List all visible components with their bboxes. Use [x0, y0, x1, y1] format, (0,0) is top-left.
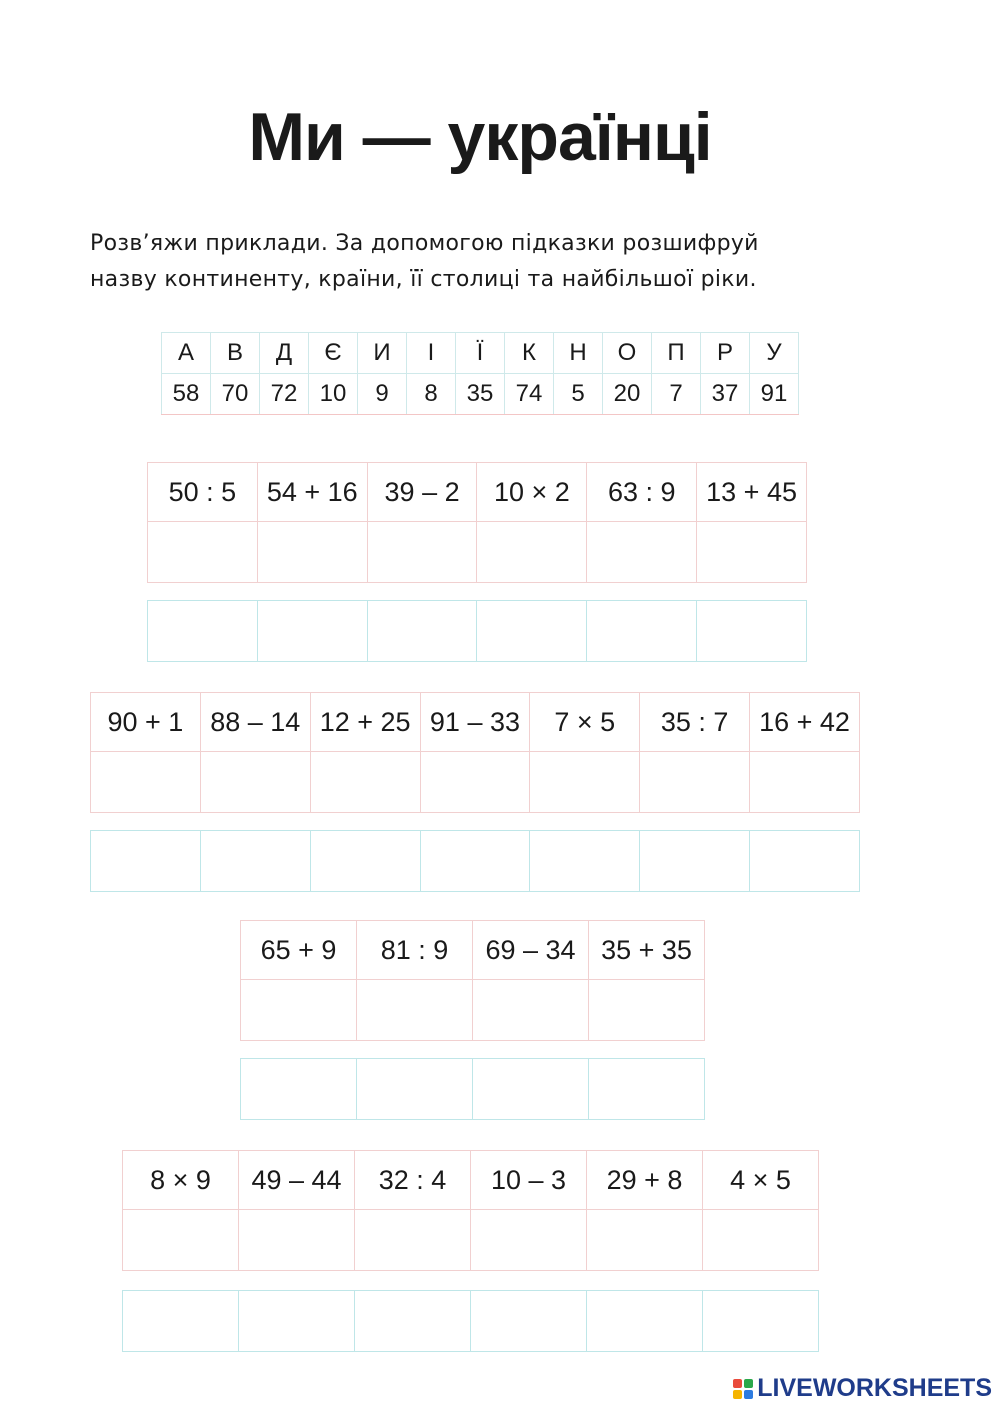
expression: 8 × 9: [123, 1151, 239, 1210]
answer-cell: [241, 980, 357, 1041]
expression-row: [123, 1151, 819, 1210]
answer-input[interactable]: [534, 759, 636, 805]
answer-input[interactable]: [151, 529, 253, 575]
letter-input[interactable]: [481, 1298, 577, 1344]
letter-input[interactable]: [210, 838, 301, 884]
letter-input[interactable]: [539, 838, 630, 884]
letter-input[interactable]: [706, 608, 797, 654]
expression: 10 – 3: [471, 1151, 587, 1210]
letter-input[interactable]: [599, 1066, 695, 1112]
answer-row: [148, 522, 807, 583]
answer-cell: [471, 1210, 587, 1271]
letter-cell: [697, 601, 807, 662]
answer-cell: [239, 1210, 355, 1271]
answer-input[interactable]: [707, 1217, 815, 1263]
cipher-key-table: [161, 332, 799, 415]
letter-input[interactable]: [100, 838, 191, 884]
letter-input[interactable]: [365, 1298, 461, 1344]
answer-input[interactable]: [475, 1217, 583, 1263]
key-letter: А: [162, 333, 211, 374]
letter-cell: [355, 1291, 471, 1352]
letter-input[interactable]: [251, 1066, 347, 1112]
letter-input[interactable]: [596, 608, 687, 654]
logo-square: [744, 1390, 753, 1399]
answer-row: [123, 1210, 819, 1271]
answer-cell: [123, 1210, 239, 1271]
answer-input[interactable]: [591, 529, 693, 575]
answer-cell: [697, 522, 807, 583]
answer-input[interactable]: [94, 759, 196, 805]
key-numbers-row: [162, 374, 799, 415]
expression: 29 + 8: [587, 1151, 703, 1210]
expression: 65 + 9: [241, 921, 357, 980]
answer-cell: [703, 1210, 819, 1271]
expression: 49 – 44: [239, 1151, 355, 1210]
letter-cell: [750, 831, 860, 892]
letter-cell: [477, 601, 587, 662]
letter-row: [123, 1291, 819, 1352]
answer-cell: [473, 980, 589, 1041]
liveworksheets-brand[interactable]: [733, 1374, 992, 1403]
key-number: 37: [701, 374, 750, 415]
answer-cell: [589, 980, 705, 1041]
letter-input[interactable]: [483, 1066, 579, 1112]
key-letter: Р: [701, 333, 750, 374]
expression: 35 + 35: [589, 921, 705, 980]
answer-input[interactable]: [204, 759, 306, 805]
key-letter: Ї: [456, 333, 505, 374]
letter-cell: [91, 831, 201, 892]
letter-grid-2: [90, 830, 860, 892]
answer-input[interactable]: [424, 759, 526, 805]
expression: 4 × 5: [703, 1151, 819, 1210]
letter-cell: [148, 601, 258, 662]
letter-cell: [640, 831, 750, 892]
liveworksheets-logo-icon: [733, 1379, 753, 1399]
logo-square: [744, 1379, 753, 1388]
answer-cell: [310, 752, 420, 813]
letter-input[interactable]: [597, 1298, 693, 1344]
letter-cell: [530, 831, 640, 892]
answer-input[interactable]: [591, 1217, 699, 1263]
letter-input[interactable]: [377, 608, 468, 654]
instruction-line: Розв’яжи приклади. За допомогою підказки розшифруй: [90, 231, 759, 256]
key-number: 70: [211, 374, 260, 415]
letter-input[interactable]: [713, 1298, 809, 1344]
letter-cell: [587, 601, 697, 662]
answer-input[interactable]: [754, 759, 856, 805]
letter-input[interactable]: [759, 838, 850, 884]
answer-input[interactable]: [127, 1217, 235, 1263]
expression: 81 : 9: [357, 921, 473, 980]
answer-row: [241, 980, 705, 1041]
key-letter: О: [603, 333, 652, 374]
letter-input[interactable]: [157, 608, 248, 654]
expression: 39 – 2: [367, 463, 477, 522]
letter-row: [241, 1059, 705, 1120]
key-letter: Є: [309, 333, 358, 374]
answer-input[interactable]: [481, 529, 583, 575]
key-number: 5: [554, 374, 603, 415]
problem-table-2: [90, 692, 860, 813]
letter-input[interactable]: [486, 608, 577, 654]
answer-cell: [477, 522, 587, 583]
problem-table-3: [240, 920, 705, 1041]
answer-input[interactable]: [314, 759, 416, 805]
expression: 32 : 4: [355, 1151, 471, 1210]
letter-grid-3: [240, 1058, 705, 1120]
key-number: 9: [358, 374, 407, 415]
answer-cell: [420, 752, 530, 813]
answer-cell: [587, 522, 697, 583]
answer-cell: [640, 752, 750, 813]
expression: 10 × 2: [477, 463, 587, 522]
letter-cell: [587, 1291, 703, 1352]
expression: 90 + 1: [91, 693, 201, 752]
key-number: 7: [652, 374, 701, 415]
letter-cell: [123, 1291, 239, 1352]
expression: 7 × 5: [530, 693, 640, 752]
key-letter: І: [407, 333, 456, 374]
answer-input[interactable]: [593, 987, 701, 1033]
letter-input[interactable]: [249, 1298, 345, 1344]
answer-input[interactable]: [701, 529, 803, 575]
key-number: 20: [603, 374, 652, 415]
letter-cell: [473, 1059, 589, 1120]
letter-cell: [200, 831, 310, 892]
instructions: [90, 226, 890, 298]
letter-input[interactable]: [320, 838, 411, 884]
expression: 16 + 42: [750, 693, 860, 752]
key-number: 74: [505, 374, 554, 415]
answer-cell: [200, 752, 310, 813]
answer-input[interactable]: [477, 987, 585, 1033]
expression: 54 + 16: [257, 463, 367, 522]
letter-grid-1: [147, 600, 807, 662]
logo-square: [733, 1379, 742, 1388]
key-number: 72: [260, 374, 309, 415]
letter-row: [148, 601, 807, 662]
letter-input[interactable]: [367, 1066, 463, 1112]
letter-cell: [589, 1059, 705, 1120]
expression: 12 + 25: [310, 693, 420, 752]
answer-cell: [257, 522, 367, 583]
key-number: 8: [407, 374, 456, 415]
letter-input[interactable]: [267, 608, 358, 654]
answer-cell: [148, 522, 258, 583]
key-letter: В: [211, 333, 260, 374]
answer-cell: [750, 752, 860, 813]
letter-input[interactable]: [133, 1298, 229, 1344]
expression-row: [148, 463, 807, 522]
problem-table-1: [147, 462, 807, 583]
answer-cell: [587, 1210, 703, 1271]
answer-cell: [530, 752, 640, 813]
letter-input[interactable]: [429, 838, 520, 884]
letter-grid-4: [122, 1290, 819, 1352]
key-letter: У: [750, 333, 799, 374]
key-letter: К: [505, 333, 554, 374]
letter-cell: [257, 601, 367, 662]
key-number: 10: [309, 374, 358, 415]
key-number: 58: [162, 374, 211, 415]
expression: 69 – 34: [473, 921, 589, 980]
expression: 13 + 45: [697, 463, 807, 522]
instruction-line: назву континенту, країни, її столиці та найбільшої ріки.: [90, 267, 757, 292]
answer-cell: [355, 1210, 471, 1271]
answer-input[interactable]: [371, 529, 473, 575]
letter-cell: [241, 1059, 357, 1120]
key-number: 91: [750, 374, 799, 415]
letter-cell: [367, 601, 477, 662]
letter-row: [91, 831, 860, 892]
answer-input[interactable]: [359, 1217, 467, 1263]
answer-input[interactable]: [644, 759, 746, 805]
expression-row: [91, 693, 860, 752]
answer-input[interactable]: [245, 987, 353, 1033]
answer-cell: [367, 522, 477, 583]
answer-input[interactable]: [243, 1217, 351, 1263]
key-letter: Н: [554, 333, 603, 374]
key-letter: Д: [260, 333, 309, 374]
expression: 91 – 33: [420, 693, 530, 752]
brand-name: LIVEWORKSHEETS: [757, 1374, 992, 1402]
problem-table-4: [122, 1150, 819, 1271]
letter-cell: [471, 1291, 587, 1352]
expression: 50 : 5: [148, 463, 258, 522]
key-letter: И: [358, 333, 407, 374]
answer-cell: [357, 980, 473, 1041]
key-letter: П: [652, 333, 701, 374]
expression: 88 – 14: [200, 693, 310, 752]
letter-cell: [239, 1291, 355, 1352]
letter-cell: [703, 1291, 819, 1352]
expression: 63 : 9: [587, 463, 697, 522]
logo-square: [733, 1390, 742, 1399]
answer-cell: [91, 752, 201, 813]
answer-input[interactable]: [261, 529, 363, 575]
letter-input[interactable]: [649, 838, 740, 884]
page-title: Ми — українці: [248, 99, 712, 175]
key-number: 35: [456, 374, 505, 415]
expression-row: [241, 921, 705, 980]
answer-input[interactable]: [361, 987, 469, 1033]
expression: 35 : 7: [640, 693, 750, 752]
key-letters-row: [162, 333, 799, 374]
letter-cell: [310, 831, 420, 892]
letter-cell: [420, 831, 530, 892]
answer-row: [91, 752, 860, 813]
letter-cell: [357, 1059, 473, 1120]
